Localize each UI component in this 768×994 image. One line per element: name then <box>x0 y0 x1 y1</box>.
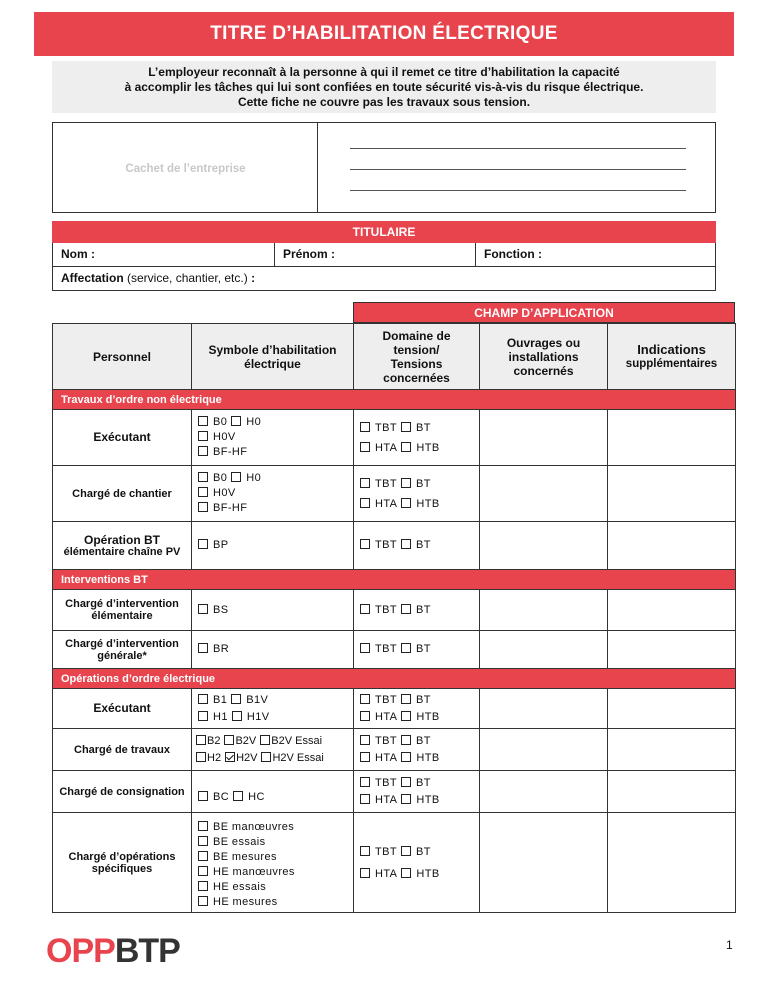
option-label: H0 <box>246 416 262 428</box>
checkbox[interactable] <box>198 821 208 831</box>
stamp-placeholder: Cachet de l’entreprise <box>125 163 246 175</box>
option-label: BT <box>415 776 431 789</box>
titulaire-heading: TITULAIRE <box>52 221 716 243</box>
table-row <box>53 522 736 570</box>
section-travaux-non-electrique: Travaux d’ordre non électrique <box>53 390 736 410</box>
intro-line-2: à accomplir les tâches qui lui sont confiées en toute sécurité vis-à-vis du risque électrique. <box>124 80 644 94</box>
section-row <box>53 390 736 410</box>
option-label: HTB <box>416 441 440 454</box>
row-label-text: Exécutant <box>93 701 151 715</box>
option-label: B2V Essai <box>271 734 323 747</box>
header-indications-sub: supplémentaires <box>625 357 718 370</box>
symbol-options <box>192 771 354 813</box>
row-label-sub: spécifiques <box>91 862 153 875</box>
intro-line-3: Cette fiche ne couvre pas les travaux sous tension. <box>237 95 531 109</box>
option-label: TBT <box>375 776 397 789</box>
checkbox[interactable] <box>231 472 241 482</box>
checkbox[interactable] <box>360 752 370 762</box>
row-label <box>53 522 192 570</box>
table-row <box>53 466 736 522</box>
company-stamp-box <box>52 122 716 213</box>
option-label: HTB <box>416 793 440 806</box>
tension-options <box>354 590 480 631</box>
affectation-colon: : <box>251 271 256 285</box>
checkbox[interactable] <box>401 868 411 878</box>
option-label: H1V <box>246 710 270 723</box>
table-row <box>53 729 736 771</box>
checkbox[interactable] <box>401 735 411 745</box>
indications-cell[interactable] <box>608 689 736 729</box>
option-label: HE essais <box>213 880 267 893</box>
checkbox[interactable] <box>360 498 370 508</box>
row-label-sub: générale* <box>97 649 147 662</box>
tension-options <box>354 466 480 522</box>
checkbox[interactable] <box>198 881 208 891</box>
ouvrages-cell[interactable] <box>480 771 608 813</box>
header-ouvrages-text: Ouvrages ou installations concernés <box>506 335 581 378</box>
option-label: BT <box>415 603 431 616</box>
checkbox[interactable] <box>360 694 370 704</box>
symbol-options <box>192 522 354 570</box>
option-label: TBT <box>375 734 397 747</box>
option-label: B2V <box>235 734 257 747</box>
option-label: BE mesures <box>213 850 277 863</box>
checkbox[interactable] <box>198 791 208 801</box>
option-label: BE essais <box>213 835 266 848</box>
checkbox[interactable] <box>401 711 411 721</box>
checkbox[interactable] <box>401 422 411 432</box>
symbol-options <box>192 466 354 522</box>
checkbox[interactable] <box>360 478 370 488</box>
affectation-field[interactable] <box>53 267 715 290</box>
nom-field[interactable]: Nom : <box>61 247 95 261</box>
checkbox[interactable] <box>360 604 370 614</box>
indications-cell[interactable] <box>608 410 736 466</box>
logo-opp: OPP <box>46 932 115 970</box>
option-label: B0 <box>213 472 228 484</box>
row-label-text: Chargé d’intervention <box>65 637 179 650</box>
checkbox[interactable] <box>231 694 241 704</box>
symbol-options <box>192 410 354 466</box>
checkbox[interactable] <box>198 836 208 846</box>
tension-options <box>354 813 480 913</box>
checkbox-checked[interactable] <box>225 752 235 762</box>
page-number: 1 <box>726 938 733 952</box>
checkbox[interactable] <box>231 416 241 426</box>
checkbox[interactable] <box>360 711 370 721</box>
table-row <box>53 689 736 729</box>
tension-options <box>354 522 480 570</box>
checkbox[interactable] <box>401 478 411 488</box>
option-label: HTA <box>375 497 398 510</box>
checkbox[interactable] <box>401 794 411 804</box>
option-label: BT <box>415 421 431 434</box>
option-label: BE manœuvres <box>213 820 295 833</box>
row-label <box>53 771 192 813</box>
row-label-text: Exécutant <box>93 430 151 444</box>
checkbox[interactable] <box>360 846 370 856</box>
intro-text <box>52 61 716 113</box>
section-row <box>53 570 736 590</box>
table-row <box>53 410 736 466</box>
row-label-text: Opération BT <box>83 532 160 547</box>
intro-line-1: L’employeur reconnaît à la personne à qui il remet ce titre d’habilitation la capacité <box>148 65 620 79</box>
indications-cell[interactable] <box>608 522 736 570</box>
address-line-3[interactable] <box>350 190 686 191</box>
champ-application-heading: CHAMP D’APPLICATION <box>353 302 735 323</box>
option-label: TBT <box>375 603 397 616</box>
option-label: HTB <box>416 710 440 723</box>
row-label-text: Chargé d’intervention <box>65 598 179 610</box>
option-label: HTA <box>375 441 398 454</box>
checkbox[interactable] <box>360 794 370 804</box>
option-label: TBT <box>375 643 397 655</box>
option-label: H0 <box>246 472 262 484</box>
option-label: HE manœuvres <box>213 865 295 878</box>
checkbox[interactable] <box>360 777 370 787</box>
row-label <box>53 729 192 771</box>
option-label: BT <box>415 539 431 551</box>
checkbox[interactable] <box>261 752 271 762</box>
option-label: BT <box>415 477 431 490</box>
checkbox[interactable] <box>198 896 208 906</box>
checkbox[interactable] <box>401 604 411 614</box>
checkbox[interactable] <box>198 502 208 512</box>
affectation-label: Affectation <box>61 271 124 285</box>
indications-cell[interactable] <box>608 729 736 771</box>
checkbox[interactable] <box>360 643 370 653</box>
habilitation-table <box>52 323 736 913</box>
checkbox[interactable] <box>198 643 208 653</box>
checkbox[interactable] <box>196 735 206 745</box>
symbol-options <box>192 813 354 913</box>
section-interventions-bt: Interventions BT <box>53 570 736 590</box>
option-label: BC <box>213 791 230 803</box>
indications-cell[interactable] <box>608 590 736 631</box>
ouvrages-cell[interactable] <box>480 466 608 522</box>
checkbox[interactable] <box>198 539 208 549</box>
section-operations-electrique: Opérations d’ordre électrique <box>53 669 736 689</box>
option-label: HC <box>248 791 265 803</box>
checkbox[interactable] <box>198 866 208 876</box>
option-label: HTA <box>375 710 398 723</box>
header-domaine <box>354 324 480 390</box>
checkbox[interactable] <box>360 442 370 452</box>
checkbox[interactable] <box>401 442 411 452</box>
indications-cell[interactable] <box>608 631 736 669</box>
logo-btp: BTP <box>114 932 180 970</box>
option-label: BT <box>415 643 431 655</box>
titulaire-identity-row <box>52 243 716 267</box>
checkbox[interactable] <box>198 604 208 614</box>
option-label: TBT <box>375 421 397 434</box>
header-indications <box>608 324 736 390</box>
checkbox[interactable] <box>401 752 411 762</box>
ouvrages-cell[interactable] <box>480 590 608 631</box>
row-label-text: Chargé de chantier <box>72 487 172 500</box>
symbol-options <box>192 729 354 771</box>
checkbox[interactable] <box>401 846 411 856</box>
symbol-options <box>192 631 354 669</box>
checkbox[interactable] <box>224 735 234 745</box>
tension-options <box>354 729 480 771</box>
row-label-text: Chargé d’opérations <box>68 850 176 863</box>
row-label <box>53 590 192 631</box>
option-label: H2V Essai <box>272 751 324 764</box>
checkbox[interactable] <box>360 539 370 549</box>
ouvrages-cell[interactable] <box>480 689 608 729</box>
option-label: H0V <box>213 431 236 443</box>
checkbox[interactable] <box>198 431 208 441</box>
ouvrages-cell[interactable] <box>480 813 608 913</box>
affectation-row <box>52 267 716 291</box>
option-label: BT <box>415 693 431 706</box>
checkbox[interactable] <box>401 777 411 787</box>
stamp-area[interactable] <box>53 123 318 212</box>
header-symbole-text: Symbole d’habilitation électrique <box>208 342 337 371</box>
option-label: BF-HF <box>213 446 248 458</box>
option-label: H2 <box>207 751 222 764</box>
checkbox[interactable] <box>401 498 411 508</box>
tension-options <box>354 689 480 729</box>
table-row <box>53 590 736 631</box>
option-label: HTB <box>416 497 440 510</box>
checkbox[interactable] <box>360 422 370 432</box>
checkbox[interactable] <box>232 711 242 721</box>
header-domaine-text: Domaine de tension/ Tensions concernées <box>382 328 451 385</box>
option-label: TBT <box>375 477 397 490</box>
tension-options <box>354 631 480 669</box>
ouvrages-cell[interactable] <box>480 729 608 771</box>
option-label: HTA <box>375 793 398 806</box>
checkbox[interactable] <box>401 643 411 653</box>
fonction-field[interactable]: Fonction : <box>475 243 715 266</box>
table-header-row <box>53 324 736 390</box>
checkbox[interactable] <box>401 694 411 704</box>
option-label: HTA <box>375 867 398 880</box>
indications-cell[interactable] <box>608 813 736 913</box>
option-label: B1V <box>246 693 269 706</box>
option-label: H0V <box>213 487 236 499</box>
table-row <box>53 813 736 913</box>
option-label: HTB <box>416 867 440 880</box>
option-label: BS <box>213 603 229 616</box>
row-label-text: Chargé de travaux <box>74 743 170 756</box>
symbol-options <box>192 689 354 729</box>
symbol-options <box>192 590 354 631</box>
ouvrages-cell[interactable] <box>480 522 608 570</box>
indications-cell[interactable] <box>608 771 736 813</box>
option-label: BT <box>415 845 431 858</box>
header-indications-text: Indications <box>637 341 706 357</box>
affectation-hint: (service, chantier, etc.) <box>127 271 248 285</box>
indications-cell[interactable] <box>608 466 736 522</box>
option-label: BR <box>213 643 230 655</box>
row-label <box>53 410 192 466</box>
option-label: BT <box>415 734 431 747</box>
address-line-2[interactable] <box>350 169 686 170</box>
option-label: HTA <box>375 751 398 764</box>
option-label: B0 <box>213 416 228 428</box>
option-label: TBT <box>375 539 397 551</box>
option-label: B1 <box>213 693 228 706</box>
checkbox[interactable] <box>198 851 208 861</box>
option-label: HTB <box>416 751 440 764</box>
option-label: TBT <box>375 693 397 706</box>
titulaire-block <box>52 221 716 291</box>
ouvrages-cell[interactable] <box>480 631 608 669</box>
checkbox[interactable] <box>401 539 411 549</box>
option-label: HE mesures <box>213 895 278 908</box>
option-label: B2 <box>207 734 221 747</box>
option-label: H2V <box>236 751 258 764</box>
checkbox[interactable] <box>198 487 208 497</box>
option-label: BF-HF <box>213 502 248 514</box>
checkbox[interactable] <box>198 446 208 456</box>
checkbox[interactable] <box>198 472 208 482</box>
option-label: BP <box>213 539 229 551</box>
checkbox[interactable] <box>198 694 208 704</box>
table-row <box>53 771 736 813</box>
address-line-1[interactable] <box>350 148 686 149</box>
row-label <box>53 466 192 522</box>
document-title: TITRE D’HABILITATION ÉLECTRIQUE <box>34 12 734 56</box>
header-ouvrages <box>480 324 608 390</box>
option-label: H1 <box>213 710 228 723</box>
prenom-field[interactable]: Prénom : <box>274 243 475 266</box>
checkbox[interactable] <box>360 735 370 745</box>
option-label: TBT <box>375 845 397 858</box>
header-personnel: Personnel <box>53 324 192 390</box>
ouvrages-cell[interactable] <box>480 410 608 466</box>
tension-options <box>354 771 480 813</box>
row-label <box>53 631 192 669</box>
checkbox[interactable] <box>198 416 208 426</box>
tension-options <box>354 410 480 466</box>
row-label-text: Chargé de consignation <box>59 785 185 798</box>
row-label-sub: élémentaire <box>91 610 153 622</box>
section-row <box>53 669 736 689</box>
checkbox[interactable] <box>198 711 208 721</box>
header-symbole <box>192 324 354 390</box>
checkbox[interactable] <box>233 791 243 801</box>
checkbox[interactable] <box>196 752 206 762</box>
checkbox[interactable] <box>260 735 270 745</box>
table-row <box>53 631 736 669</box>
oppbtp-logo <box>46 932 180 971</box>
row-label-sub: élémentaire chaîne PV <box>63 545 181 558</box>
row-label <box>53 813 192 913</box>
checkbox[interactable] <box>360 868 370 878</box>
row-label <box>53 689 192 729</box>
